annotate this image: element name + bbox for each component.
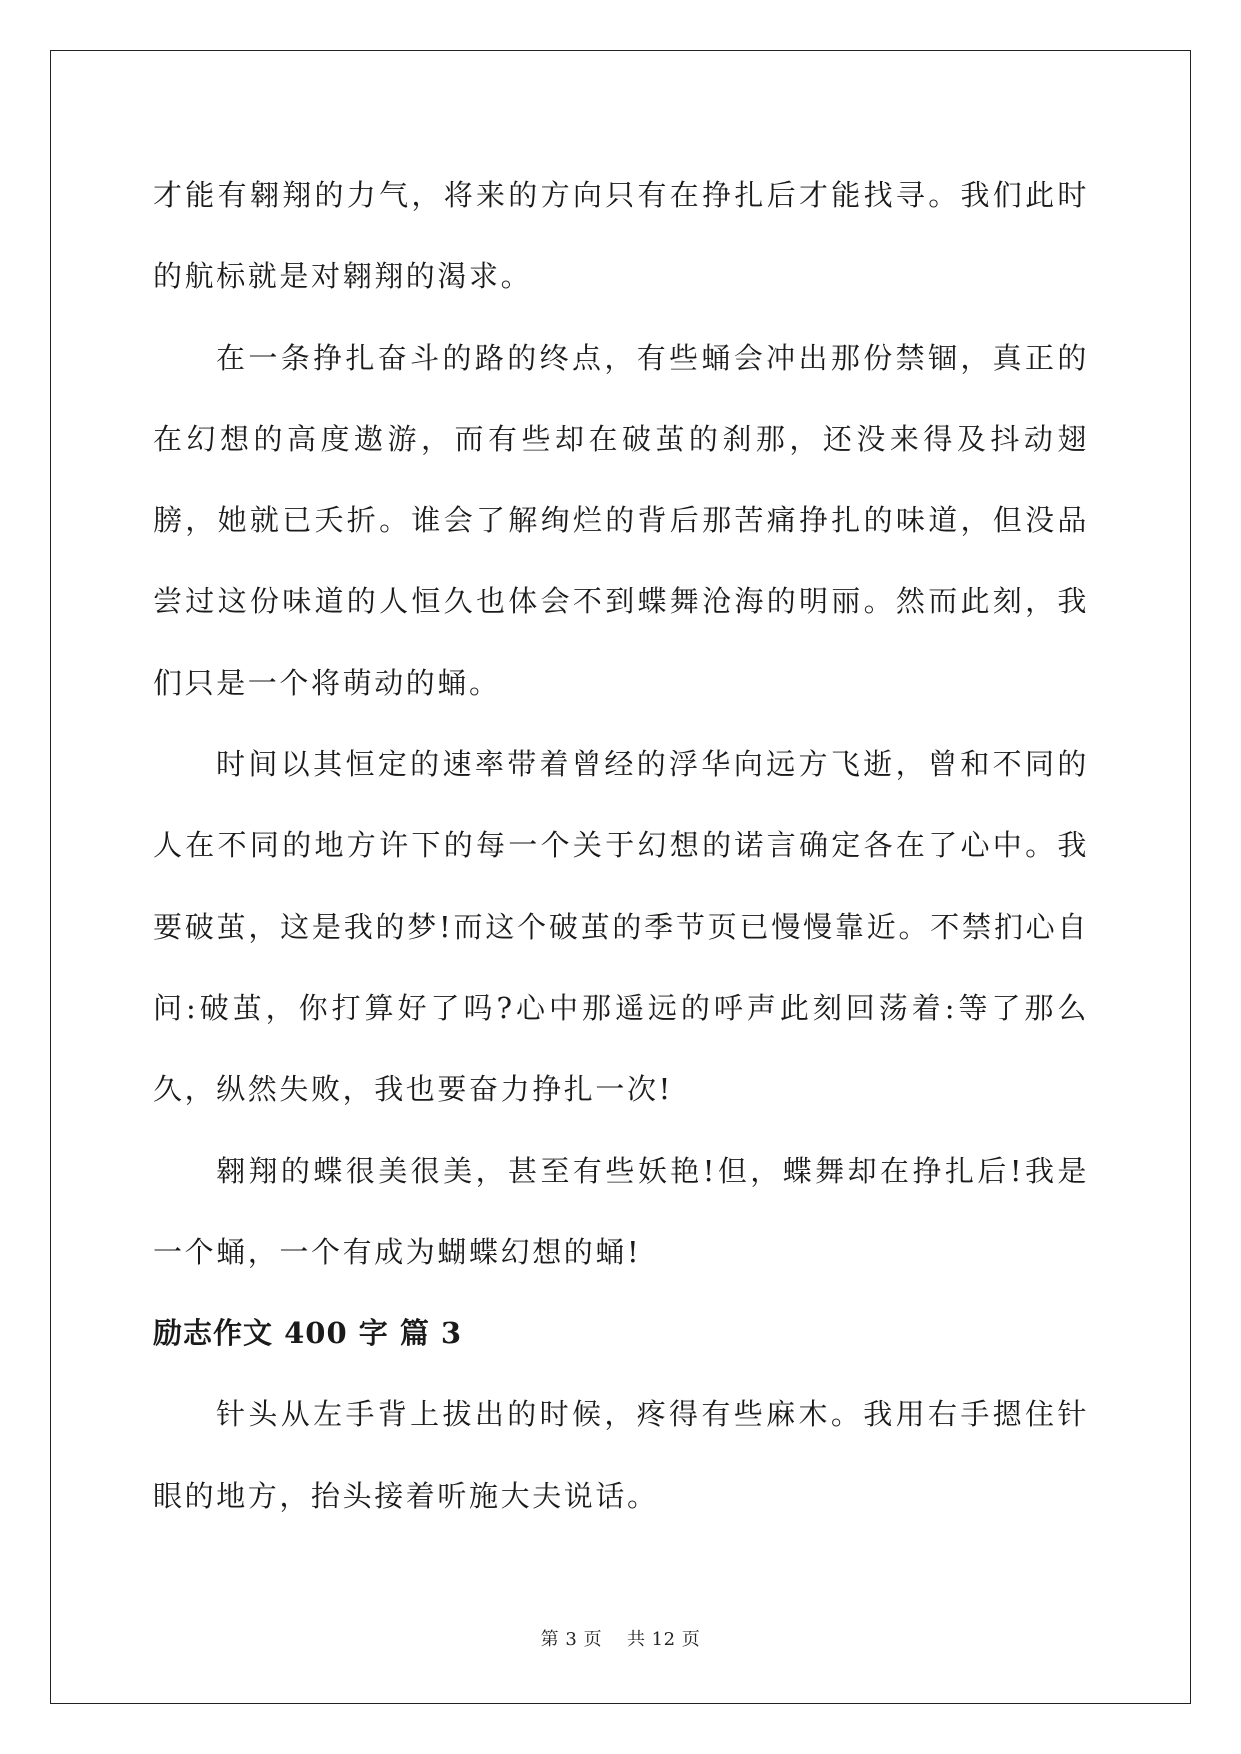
paragraph: 在一条挣扎奋斗的路的终点，有些蛹会冲出那份禁锢，真正的在幻想的高度遨游，而有些却在破茧的刹那，还没来得及抖动翅膀，她就已夭折。谁会了解绚烂的背后那苦痛挣扎的味道，但没品尝过这份味道的人恒久也体会不到蝶舞沧海的明丽。然而此刻，我们只是一个将萌动的蛹。: [153, 340, 1089, 700]
document-body: [153, 155, 1089, 1537]
paragraph: 针头从左手背上拔出的时候，疼得有些麻木。我用右手摁住针眼的地方，抬头接着听施大夫说话。: [153, 1397, 1089, 1513]
page-number: 第 3 页 共 12 页: [540, 1629, 701, 1650]
paragraph: 翱翔的蝶很美很美，甚至有些妖艳!但，蝶舞却在挣扎后!我是一个蛹，一个有成为蝴蝶幻想的蛹!: [153, 1153, 1089, 1269]
paragraph: 时间以其恒定的速率带着曾经的浮华向远方飞逝，曾和不同的人在不同的地方许下的每一个关于幻想的诺言确定各在了心中。我要破茧，这是我的梦!而这个破茧的季节页已慢慢靠近。不禁扪心自问:破茧，你打算好了吗?心中那遥远的呼声此刻回荡着:等了那么久，纵然失败，我也要奋力挣扎一次!: [153, 747, 1089, 1107]
section-heading: 励志作文 400 字 篇 3: [153, 1316, 463, 1351]
page-footer: [0, 1625, 1241, 1651]
paragraph: 才能有翱翔的力气，将来的方向只有在挣扎后才能找寻。我们此时的航标就是对翱翔的渴求。: [153, 178, 1089, 294]
